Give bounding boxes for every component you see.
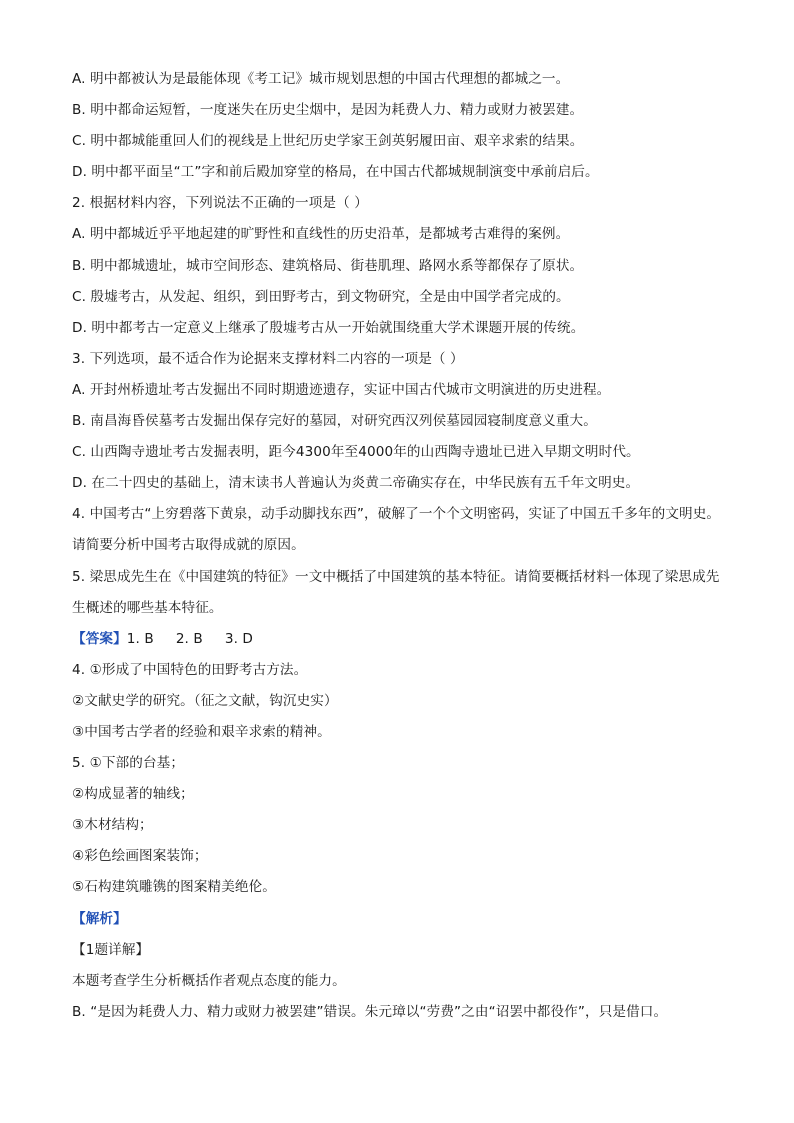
q4-stem: 4. 中国考古“上穷碧落下黄泉，动手动脚找东西”，破解了一个个文明密码，实证了中国五千多年的文明史。请简要分析中国考古取得成就的原因。 [72,506,721,554]
q2-option-d: D. 明中都考古一定意义上继承了殷墟考古从一开始就围绕重大学术课题开展的传统。 [72,319,585,336]
a4-line-2: ②文献史学的研究。（征之文献，钩沉史实） [72,692,338,709]
q3-option-a: A. 开封州桥遗址考古发掘出不同时期遗迹遗存，实证中国古代城市文明演进的历史进程。 [72,381,611,398]
document-content [72,64,732,1028]
analysis-label: 【解析】 [72,910,127,927]
a5-line-3: ③木材结构； [72,817,153,834]
q2-stem: 2. 根据材料内容，下列说法不正确的一项是（ ） [72,195,368,212]
analysis-q1-b: B. “是因为耗费人力、精力或财力被罢建”错误。朱元璋以“劳费”之由“诏罢中都役作”，只是借口。 [72,1003,668,1020]
a5-line-4: ④彩色绘画图案装饰； [72,848,208,865]
q3-stem: 3. 下列选项，最不适合作为论据来支撑材料二内容的一项是（ ） [72,350,464,367]
q2-option-a: A. 明中都城近乎平地起建的旷野性和直线性的历史沿革，是都城考古难得的案例。 [72,226,570,243]
q2-option-c: C. 殷墟考古，从发起、组织，到田野考古，到文物研究，全是由中国学者完成的。 [72,288,570,305]
answer-item-2: 2. B [175,630,203,647]
q1-option-d: D. 明中都平面呈“工”字和前后殿加穿堂的格局，在中国古代都城规制演变中承前启后。 [72,164,599,181]
q5-stem: 5. 梁思成先生在《中国建筑的特征》一文中概括了中国建筑的基本特征。请简要概括材料一体现了梁思成先生概述的哪些基本特征。 [72,568,720,616]
q1-option-b: B. 明中都命运短暂，一度迷失在历史尘烟中，是因为耗费人力、精力或财力被罢建。 [72,102,584,119]
q3-option-b: B. 南昌海昏侯墓考古发掘出保存完好的墓园，对研究西汉列侯墓园园寝制度意义重大。 [72,413,597,430]
answer-item-1: 1. B [126,630,154,647]
q1-option-c: C. 明中都城能重回人们的视线是上世纪历史学家王剑英躬履田亩、艰辛求索的结果。 [72,133,584,150]
a5-line-1: 5. ①下部的台基； [72,755,185,772]
a5-line-5: ⑤石构建筑雕镌的图案精美绝伦。 [72,879,276,896]
a5-line-2: ②构成显著的轴线； [72,786,194,803]
answer-item-3: 3. D [224,630,254,647]
answer-line [72,624,732,655]
q3-option-d: D. 在二十四史的基础上，清末读书人普遍认为炎黄二帝确实存在，中华民族有五千年文明史。 [72,475,640,492]
q3-option-c: C. 山西陶寺遗址考古发掘表明，距今4300年至4000年的山西陶寺遗址已进入早期文明时代。 [72,444,640,461]
q2-option-b: B. 明中都城遗址，城市空间形态、建筑格局、街巷肌理、路网水系等都保存了原状。 [72,257,584,274]
analysis-q1-intro: 本题考查学生分析概括作者观点态度的能力。 [72,972,346,989]
q1-option-a: A. 明中都被认为是最能体现《考工记》城市规划思想的中国古代理想的都城之一。 [72,71,570,87]
a4-line-3: ③中国考古学者的经验和艰辛求索的精神。 [72,723,331,740]
answer-label: 【答案】 [72,630,127,647]
a4-line-1: 4. ①形成了中国特色的田野考古方法。 [72,661,308,678]
analysis-q1-title: 【1题详解】 [72,941,150,958]
